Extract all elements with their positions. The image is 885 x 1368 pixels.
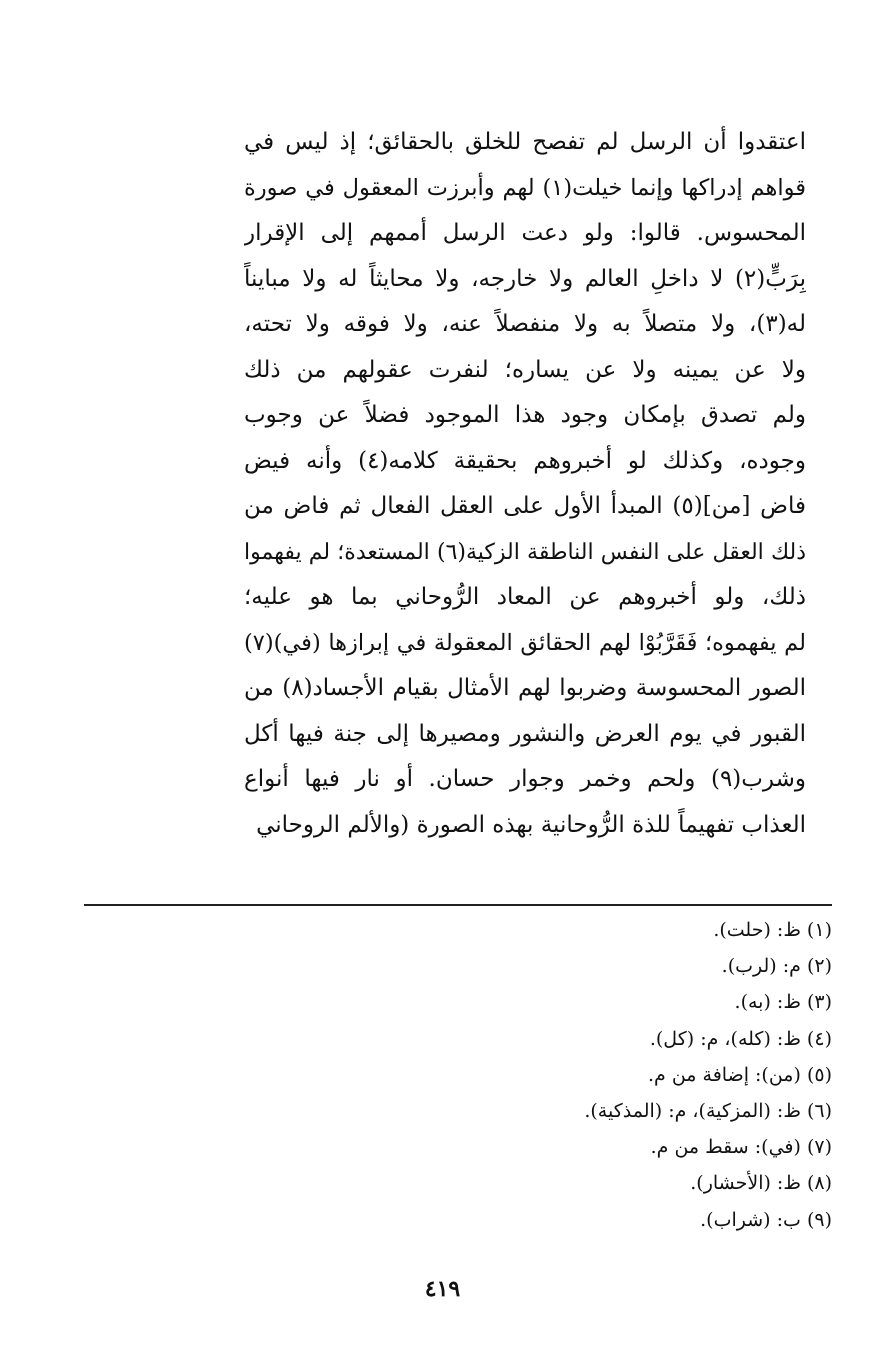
text-line: وجوده، وكذلك لو أخبروهم بحقيقة كلامه(٤) وأنه فيض [244, 447, 806, 474]
text-line: القبور في يوم العرض والنشور ومصيرها إلى جنة فيها أكل [244, 720, 806, 747]
footnote-item: (٩) ب: (شراب). [700, 1208, 832, 1231]
text-line: العذاب تفهيماً للذة الرُّوحانية بهذه الصورة (والألم الروحاني [256, 811, 806, 838]
footnote-item: (٦) ظ: (المزكية)، م: (المذكية). [584, 1099, 832, 1122]
main-text [244, 120, 806, 848]
text-line: المحسوس. قالوا: ولو دعت الرسل أممهم إلى الإقرار [244, 220, 806, 246]
footnote-item: (٣) ظ: (به). [734, 991, 832, 1014]
footnote-item: (١) ظ: (حلت). [713, 919, 832, 941]
text-line: اعتقدوا أن الرسل لم تفصح للخلق بالحقائق؛ إذ ليس في [244, 129, 806, 155]
footnote-item: (٢) م: (لرب). [721, 955, 832, 978]
footnote-item: (٥) (من): إضافة من م. [648, 1063, 832, 1086]
text-line: قواهم إدراكها وإنما خيلت(١) لهم وأبرزت المعقول في صورة [244, 174, 806, 201]
footnote-item: (٧) (في): سقط من م. [650, 1136, 832, 1159]
text-line: بِرَبٍّ(٢) لا داخلِ العالم ولا خارجه، ولا محايثاً له ولا مبايناً [244, 265, 806, 292]
text-line: الصور المحسوسة وضربوا لهم الأمثال بقيام الأجساد(٨) من [244, 675, 806, 701]
text-line: ولم تصدق بإمكان وجود هذا الموجود فضلاً عن وجوب [244, 402, 806, 428]
text-line: ولا عن يمينه ولا عن يساره؛ لنفرت عقولهم من ذلك [244, 356, 806, 383]
footnotes [332, 912, 832, 1238]
text-line: ذلك العقل على النفس الناطقة الزكية(٦) المستعدة؛ لم يفهموا [244, 539, 806, 565]
page-number: ٤١٩ [424, 1276, 461, 1302]
footnote-item: (٤) ظ: (كله)، م: (كل). [649, 1027, 832, 1050]
text-line: فاض [من](٥) المبدأ الأول على العقل الفعال ثم فاض من [244, 493, 806, 519]
text-line: له(٣)، ولا متصلاً به ولا منفصلاً عنه، ولا فوقه ولا تحته، [244, 311, 806, 337]
text-line: لم يفهموه؛ فَقَرَّبُوْا لهم الحقائق المعقولة في إبرازها (في)(٧) [244, 629, 806, 656]
text-line: وشرب(٩) ولحم وخمر وجوار حسان. أو نار فيها أنواع [244, 766, 806, 792]
footnote-divider [84, 904, 832, 906]
text-line: ذلك، ولو أخبروهم عن المعاد الرُّوحاني بما هو عليه؛ [244, 584, 806, 610]
footnote-item: (٨) ظ: (الأحشار). [690, 1172, 832, 1195]
